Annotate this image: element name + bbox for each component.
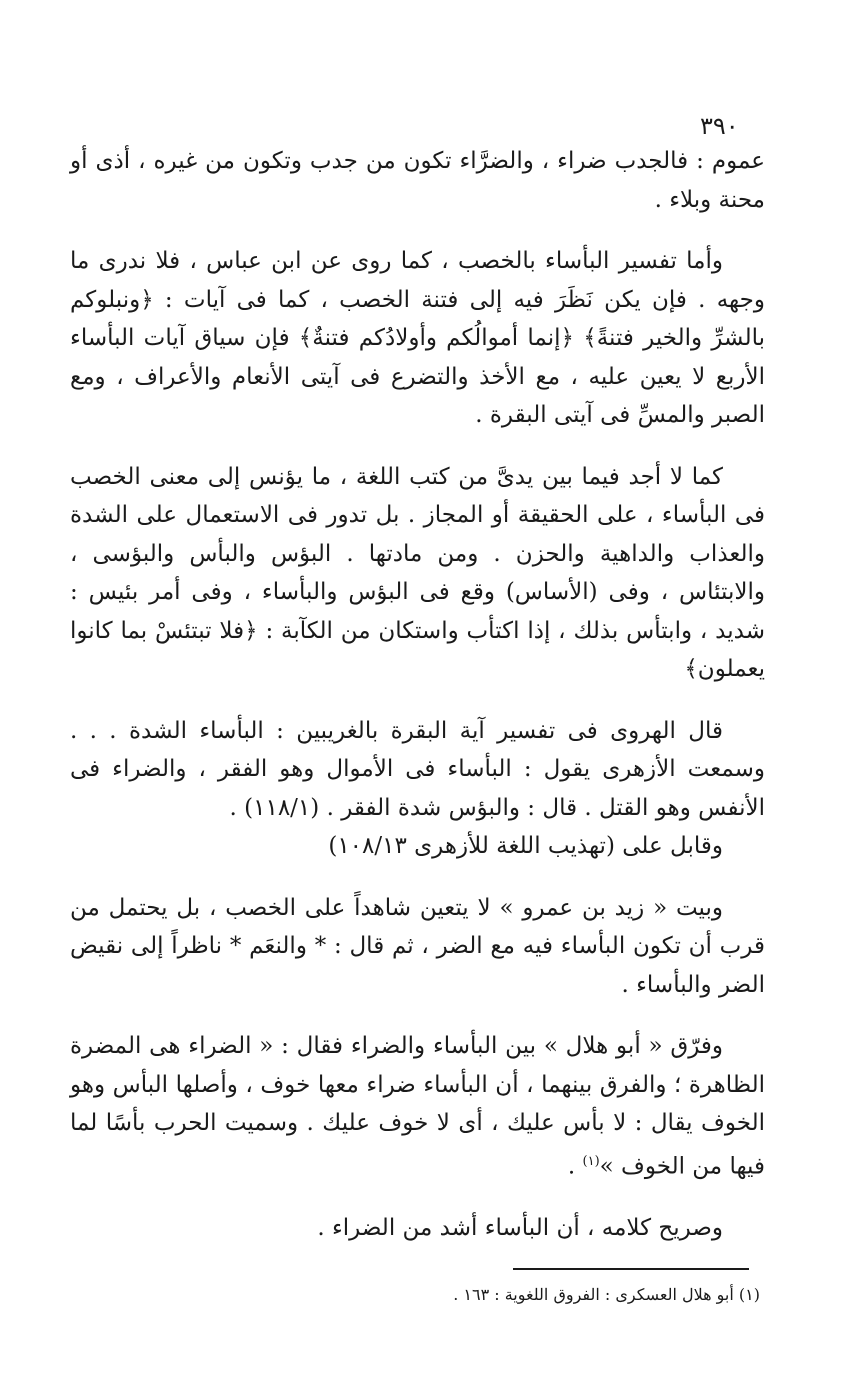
paragraph-4: قال الهروى فى تفسير آية البقرة بالغريبين : البأساء الشدة . . . وسمعت الأزهرى يقول : البأساء فى الأموال وهو الفقر ، والضراء فى الأنفس وهو القتل . قال : والبؤس شدة الفقر . (١١٨/١) . bbox=[70, 717, 765, 821]
paragraph-7-text: وفرّق « أبو هلال » بين البأساء والضراء فقال : « الضراء هى المضرة الظاهرة ؛ والفرق بينهما ، أن البأساء ضراء معها خوف ، وأصلها البأس وهو الخوف يقال : لا بأس عليك ، أى لا خوف عليك . وسميت الحرب بأسًا لما فيها من الخوف » bbox=[70, 1033, 765, 1180]
paragraph-3: كما لا أجد فيما بين يدىَّ من كتب اللغة ، ما يؤنس إلى معنى الخصب فى البأساء ، على الحقيقة أو المجاز . بل تدور فى الاستعمال على الشدة والعذاب والداهية والحزن . ومن مادتها . البؤس والبأس والبؤسى ، والابتئاس ، وفى (الأساس) وقع فى البؤس والبأساء ، وفى أمر بئيس : شديد ، وابتأس بذلك ، إذا اكتأب واستكان من الكآبة : ﴿فلا تبتئسْ بما كانوا يعملون﴾ bbox=[70, 463, 765, 682]
body-text bbox=[70, 142, 765, 1270]
footnote: (١) أبو هلال العسكرى : الفروق اللغوية : ١٦٣ . bbox=[453, 1285, 760, 1304]
paragraph-5: وقابل على (تهذيب اللغة للأزهرى ١٠٨/١٣) bbox=[328, 833, 723, 859]
paragraph-1: عموم : فالجدب ضراء ، والضرَّاء تكون من جدب وتكون من غيره ، أذى أو محنة وبلاء . bbox=[70, 148, 765, 213]
paragraph-7 bbox=[70, 1027, 765, 1186]
paragraph-7-tail: . bbox=[567, 1153, 583, 1180]
paragraph-6: وبيت « زيد بن عمرو » لا يتعين شاهداً على الخصب ، بل يحتمل من قرب أن تكون البأساء فيه مع الضر ، ثم قال : * والنعَم * ناظراً إلى نقيض الضر والبأساء . bbox=[70, 894, 765, 998]
paragraph-8: وصريح كلامه ، أن البأساء أشد من الضراء . bbox=[317, 1214, 723, 1241]
footnote-divider bbox=[513, 1268, 749, 1270]
page-number: ٣٩٠ bbox=[700, 112, 739, 140]
paragraph-2: وأما تفسير البأساء بالخصب ، كما روى عن ابن عباس ، فلا ندرى ما وجهه . فإن يكن نَظَرَ فيه إلى فتنة الخصب ، كما فى آيات : ﴿ونبلوكم بالشرِّ والخير فتنةً﴾ ﴿إنما أموالُكم وأولادُكم فتنةٌ﴾ فإن سياق آيات البأساء الأربع لا يعين عليه ، مع الأخذ والتضرع فى آيتى الأنعام والأعراف ، ومع الصبر والمسِّ فى آيتى البقرة . bbox=[70, 248, 765, 428]
footnote-reference[interactable]: (١) bbox=[582, 1153, 600, 1169]
